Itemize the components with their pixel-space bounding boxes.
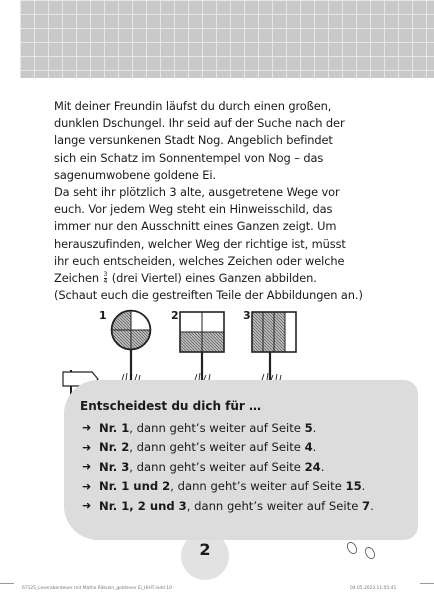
choice-page: 24	[304, 459, 321, 474]
choice-number: Nr. 1 und 2	[99, 479, 171, 494]
choice-text: , dann geht’s weiter auf Seite	[129, 420, 305, 435]
choice-text: , dann geht’s weiter auf Seite	[129, 440, 305, 455]
fraction-denominator: 4	[103, 278, 108, 286]
choice-item[interactable]	[82, 477, 374, 497]
story-line-start: Zeichen	[54, 271, 99, 286]
choice-end: .	[361, 479, 366, 494]
fraction-numerator: 3	[103, 271, 108, 279]
arrow-right-icon: ➜	[82, 421, 92, 435]
choice-page: 7	[362, 498, 371, 513]
story-line: euch. Vor jedem Weg steht ein Hinweisschild, das	[54, 202, 333, 217]
choice-item[interactable]	[82, 457, 374, 477]
choice-list	[82, 418, 374, 516]
choice-number: Nr. 1, 2 und 3	[99, 498, 187, 513]
story-line: lange versunkenen Stadt Nog. Angeblich befindet	[54, 133, 333, 148]
story-line: Mit deiner Freundin läufst du durch einen großen,	[54, 99, 332, 113]
print-slug-date: 04.05.2023 11:05:41	[350, 586, 397, 591]
choice-title: Entscheidest du dich für …	[80, 399, 262, 413]
choice-page: 15	[345, 479, 362, 494]
choice-end: .	[370, 498, 374, 513]
story-line: Da seht ihr plötzlich 3 alte, ausgetretene Wege vor	[54, 185, 340, 200]
print-slug-file: 67125_Leserabenteuer mit Mathe Rätseln_goldenes Ei_HIHT.indd 10	[22, 586, 172, 591]
sign-1-circle	[112, 311, 151, 381]
story-line: sich ein Schatz im Sonnentempel von Nog – das	[54, 150, 324, 165]
choice-item[interactable]	[82, 418, 374, 438]
arrow-right-icon: ➜	[82, 499, 92, 513]
crop-mark	[0, 583, 14, 584]
story-line: herauszufinden, welcher Weg der richtige ist, müsst	[54, 236, 346, 251]
choice-number: Nr. 3	[99, 459, 130, 474]
choice-text: , dann geht’s weiter auf Seite	[129, 459, 305, 474]
story-line: (Schaut euch die gestreiften Teile der Abbildungen an.)	[54, 288, 363, 303]
sign-label-3: 3	[243, 309, 251, 322]
choice-page: 4	[304, 440, 313, 455]
sign-3-strips	[252, 312, 296, 380]
story-line-end: (drei Viertel) eines Ganzen abbilden.	[111, 271, 317, 286]
sign-label-1: 1	[99, 309, 107, 322]
choice-page: 5	[304, 420, 313, 435]
arrow-right-icon: ➜	[82, 460, 92, 474]
story-line: ihr euch entscheiden, welches Zeichen oder welche	[54, 253, 345, 268]
story-line: dunklen Dschungel. Ihr seid auf der Suche nach der	[54, 116, 345, 131]
sign-2-square	[180, 312, 224, 380]
crop-mark	[420, 583, 434, 584]
choice-item[interactable]	[82, 438, 374, 458]
choice-number: Nr. 2	[99, 440, 130, 455]
choice-end: .	[320, 459, 325, 474]
sign-label-2: 2	[171, 309, 179, 322]
choice-end: .	[312, 420, 317, 435]
choice-end: .	[312, 440, 317, 455]
choice-text: , dann geht’s weiter auf Seite	[186, 498, 363, 513]
choice-number: Nr. 1	[99, 420, 130, 435]
arrow-right-icon: ➜	[82, 479, 92, 493]
choice-item[interactable]	[82, 496, 374, 516]
story-line: immer nur den Ausschnitt eines Ganzen zeigt. Um	[54, 219, 337, 234]
story-line: sagenumwobene goldene Ei.	[54, 167, 216, 182]
page-number: 2	[199, 540, 211, 559]
arrow-right-icon: ➜	[82, 440, 92, 454]
choice-text: , dann geht’s weiter auf Seite	[170, 479, 346, 494]
